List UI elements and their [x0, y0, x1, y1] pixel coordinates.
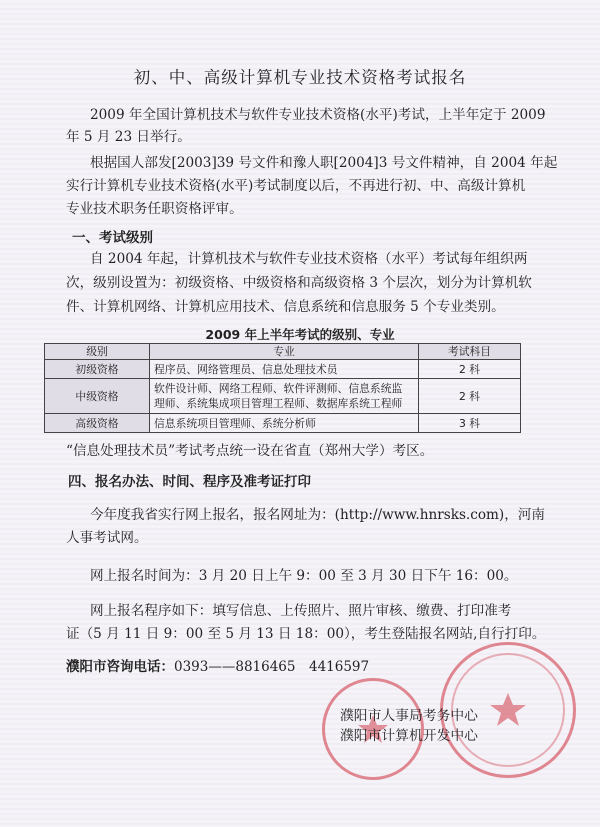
table-header: 级别	[45, 344, 150, 360]
subjects-cell: 2 科	[419, 360, 521, 379]
levels-line: 自 2004 年起，计算机技术与软件专业技术资格（水平）考试每年组织两	[90, 251, 528, 267]
table-header: 专业	[150, 344, 419, 360]
major-cell: 信息系统项目管理师、系统分析师	[150, 414, 419, 433]
subjects-cell: 3 科	[419, 414, 521, 433]
registration-line: 人事考试网。	[66, 530, 148, 546]
subjects-cell: 2 科	[419, 379, 521, 414]
table-header-row	[45, 344, 521, 360]
table-row	[45, 414, 521, 433]
registration-steps: 网上报名程序如下：填写信息、上传照片、照片审核、缴费、打印准考	[90, 603, 512, 619]
signature-computer-center: 濮阳市计算机开发中心	[340, 728, 478, 744]
contact-numbers: 0393——8816465 4416597	[174, 659, 370, 675]
level-cell: 初级资格	[45, 360, 150, 379]
intro-line: 年 5 月 23 日举行。	[66, 129, 191, 145]
table-row	[45, 360, 521, 379]
major-cell	[150, 379, 419, 414]
levels-line: 件、计算机网络、计算机应用技术、信息系统和信息服务 5 个专业类别。	[66, 299, 505, 315]
major-cell: 程序员、网络管理员、信息处理技术员	[150, 360, 419, 379]
exam-levels-table	[44, 343, 521, 433]
table-row	[45, 379, 521, 414]
registration-steps: 证（5 月 11 日 9：00 至 5 月 13 日 18：00），考生登陆报名网站,自行打印。	[66, 626, 546, 642]
levels-line: 次，级别设置为：初级资格、中级资格和高级资格 3 个层次，划分为计算机软	[66, 275, 532, 291]
page-title: 初、中、高级计算机专业技术资格考试报名	[133, 68, 467, 87]
exam-location-note: “信息处理技术员”考试考点统一设在省直（郑州大学）考区。	[66, 443, 434, 459]
signature-personnel-bureau: 濮阳市人事局考务中心	[340, 708, 478, 724]
policy-line: 根据国人部发[2003]39 号文件和豫人职[2004]3 号文件精神，自 2004 年起	[90, 155, 558, 171]
major-line: 理师、系统集成项目管理工程师、数据库系统工程师	[154, 397, 403, 410]
policy-line: 专业技术职务任职资格评审。	[66, 201, 243, 217]
policy-line: 实行计算机专业技术资格(水平)考试制度以后，不再进行初、中、高级计算机	[66, 178, 526, 194]
registration-line: 今年度我省实行网上报名，报名网址为：(http://www.hnrsks.com)，河南	[90, 507, 546, 523]
level-cell: 中级资格	[45, 379, 150, 414]
table-header: 考试科目	[419, 344, 521, 360]
intro-line: 2009 年全国计算机技术与软件专业技术资格(水平)考试，上半年定于 2009	[90, 107, 546, 123]
registration-time: 网上报名时间为：3 月 20 日上午 9：00 至 3 月 30 日下午 16：00。	[90, 568, 518, 584]
section-heading-registration: 四、报名办法、时间、程序及准考证打印	[68, 474, 311, 490]
contact-phone	[66, 655, 369, 675]
level-cell: 高级资格	[45, 414, 150, 433]
contact-label: 濮阳市咨询电话：	[66, 659, 174, 675]
table-caption: 2009 年上半年考试的级别、专业	[205, 327, 395, 342]
major-line: 软件设计师、网络工程师、软件评测师、信息系统监	[154, 382, 403, 395]
section-heading-levels: 一、考试级别	[72, 230, 153, 246]
